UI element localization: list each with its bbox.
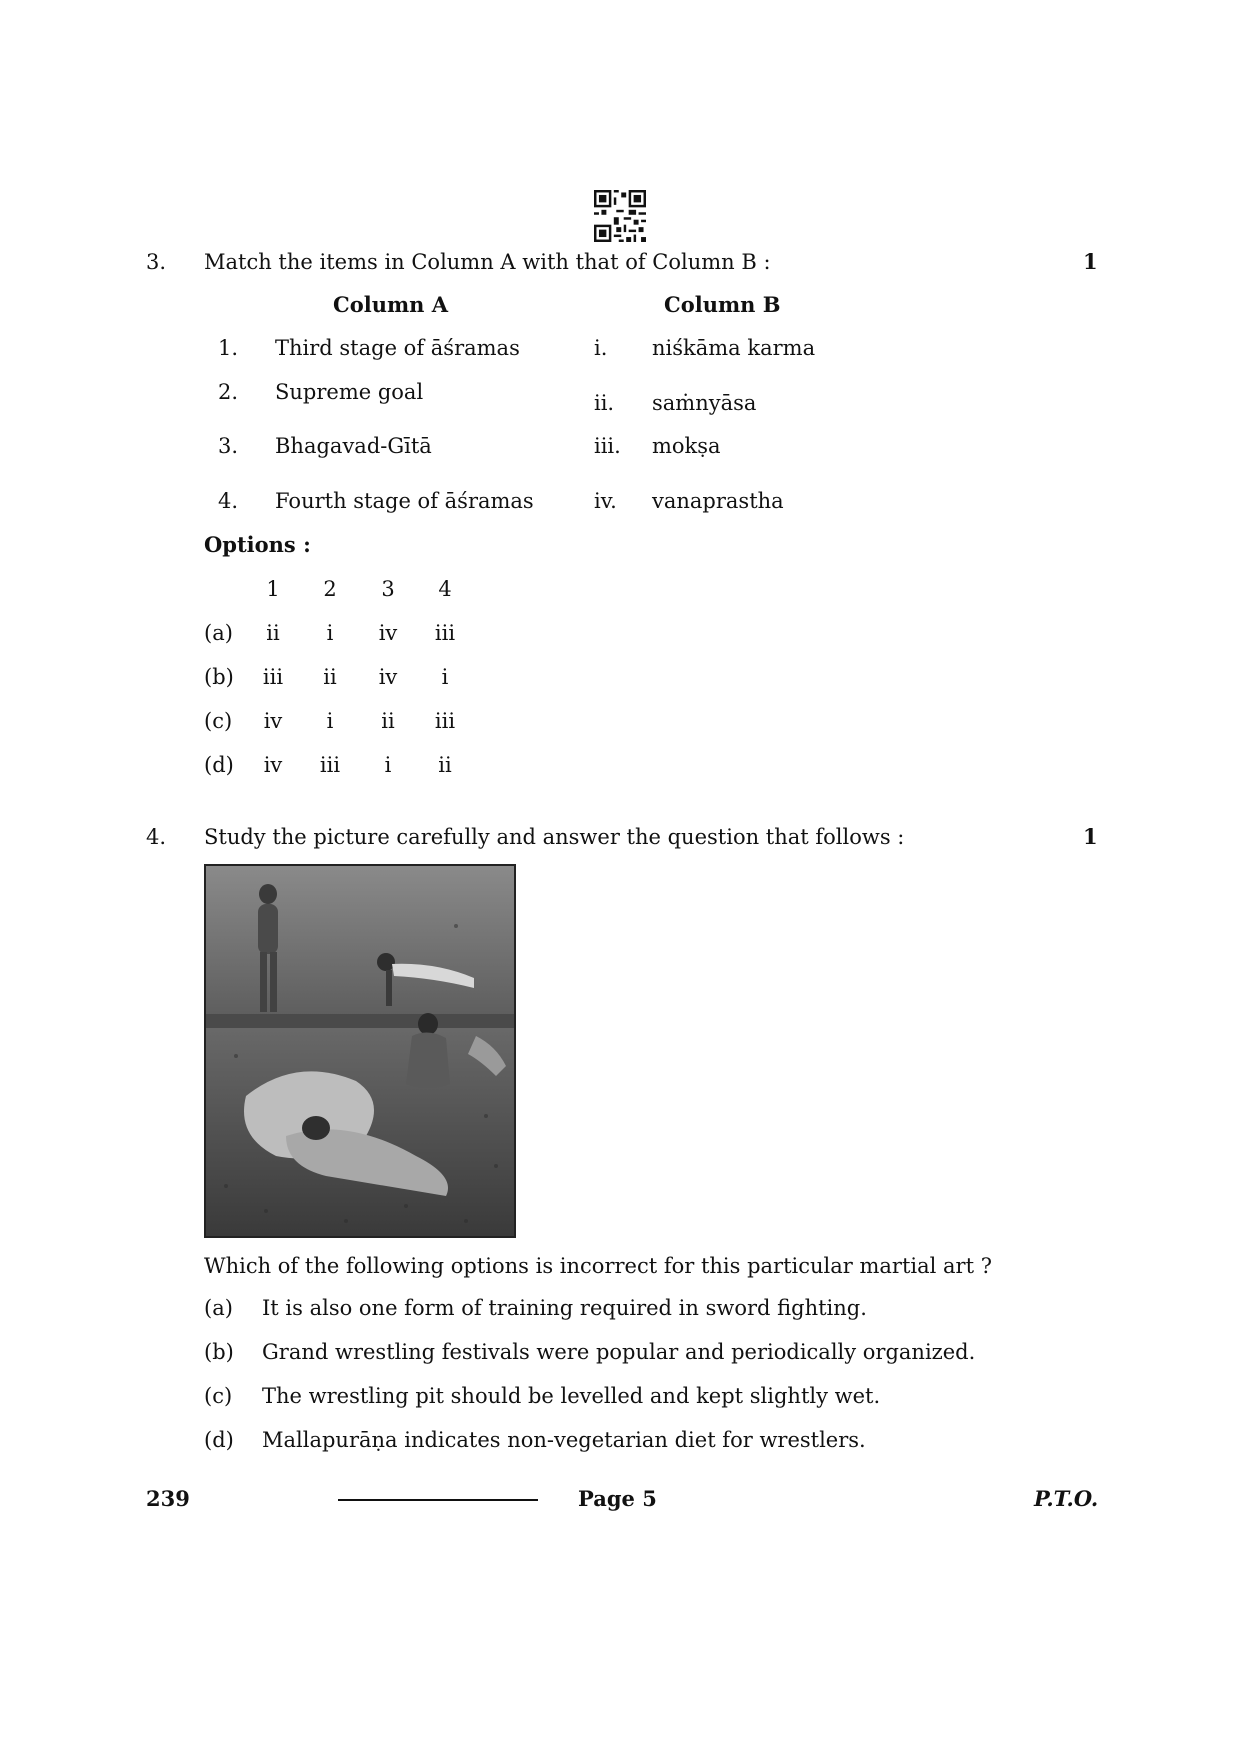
q4-question: Which of the following options is incorrect for this particular martial art ? [204, 1254, 992, 1278]
answer-label[interactable]: (a) [204, 1296, 233, 1320]
column-a-heading: Column A [333, 292, 449, 317]
option-value: i [326, 709, 334, 733]
options-col-header: 1 [266, 577, 280, 601]
column-a-item: Fourth stage of āśramas [275, 489, 534, 513]
options-col-header: 4 [438, 577, 452, 601]
column-b-item: saṁnyāsa [652, 391, 757, 415]
column-b-number: iv. [594, 489, 617, 513]
column-b-number: i. [594, 336, 608, 360]
answer-label[interactable]: (d) [204, 1428, 234, 1452]
option-value: ii [438, 753, 452, 777]
option-value: ii [323, 665, 337, 689]
options-col-header: 3 [381, 577, 395, 601]
option-value: i [441, 665, 449, 689]
column-a-number: 1. [218, 336, 239, 360]
option-value: ii [381, 709, 395, 733]
option-value: iii [319, 753, 341, 777]
options-heading: Options : [204, 532, 311, 557]
q4-marks: 1 [1083, 824, 1098, 849]
option-value: iv [263, 709, 283, 733]
q3-text: Match the items in Column A with that of Column B : [204, 250, 771, 274]
option-label[interactable]: (d) [204, 753, 234, 777]
q3-number: 3. [146, 250, 167, 274]
pto-label: P.T.O. [1034, 1486, 1099, 1511]
q4-text: Study the picture carefully and answer the question that follows : [204, 825, 905, 849]
option-label[interactable]: (c) [204, 709, 233, 733]
option-value: i [384, 753, 392, 777]
footer-divider [338, 1499, 538, 1501]
wrestling-photo [204, 864, 516, 1238]
q4-number: 4. [146, 825, 167, 849]
column-b-item: mokṣa [652, 434, 721, 458]
column-a-number: 3. [218, 434, 239, 458]
option-value: iv [378, 621, 398, 645]
column-b-number: ii. [594, 391, 615, 415]
answer-text: Mallapurāṇa indicates non-vegetarian diet for wrestlers. [262, 1428, 866, 1452]
qr-code [594, 190, 646, 242]
option-value: ii [266, 621, 280, 645]
option-value: iii [262, 665, 284, 689]
page-number: Page 5 [578, 1486, 657, 1511]
paper-code: 239 [146, 1486, 190, 1511]
options-col-header: 2 [323, 577, 337, 601]
answer-text: It is also one form of training required in sword fighting. [262, 1296, 867, 1320]
column-b-item: niśkāma karma [652, 336, 816, 360]
column-b-item: vanaprastha [652, 489, 784, 513]
column-a-number: 4. [218, 489, 239, 513]
option-value: iii [434, 709, 456, 733]
column-a-item: Third stage of āśramas [275, 336, 520, 360]
option-value: iv [263, 753, 283, 777]
option-value: i [326, 621, 334, 645]
column-a-item: Bhagavad-Gītā [275, 434, 432, 458]
column-a-item: Supreme goal [275, 380, 424, 404]
answer-text: Grand wrestling festivals were popular and periodically organized. [262, 1340, 976, 1364]
q3-marks: 1 [1083, 249, 1098, 274]
column-b-number: iii. [594, 434, 621, 458]
column-b-heading: Column B [664, 292, 781, 317]
option-label[interactable]: (b) [204, 665, 234, 689]
answer-label[interactable]: (c) [204, 1384, 233, 1408]
option-value: iv [378, 665, 398, 689]
answer-label[interactable]: (b) [204, 1340, 234, 1364]
answer-text: The wrestling pit should be levelled and kept slightly wet. [262, 1384, 881, 1408]
column-a-number: 2. [218, 380, 239, 404]
option-label[interactable]: (a) [204, 621, 233, 645]
option-value: iii [434, 621, 456, 645]
